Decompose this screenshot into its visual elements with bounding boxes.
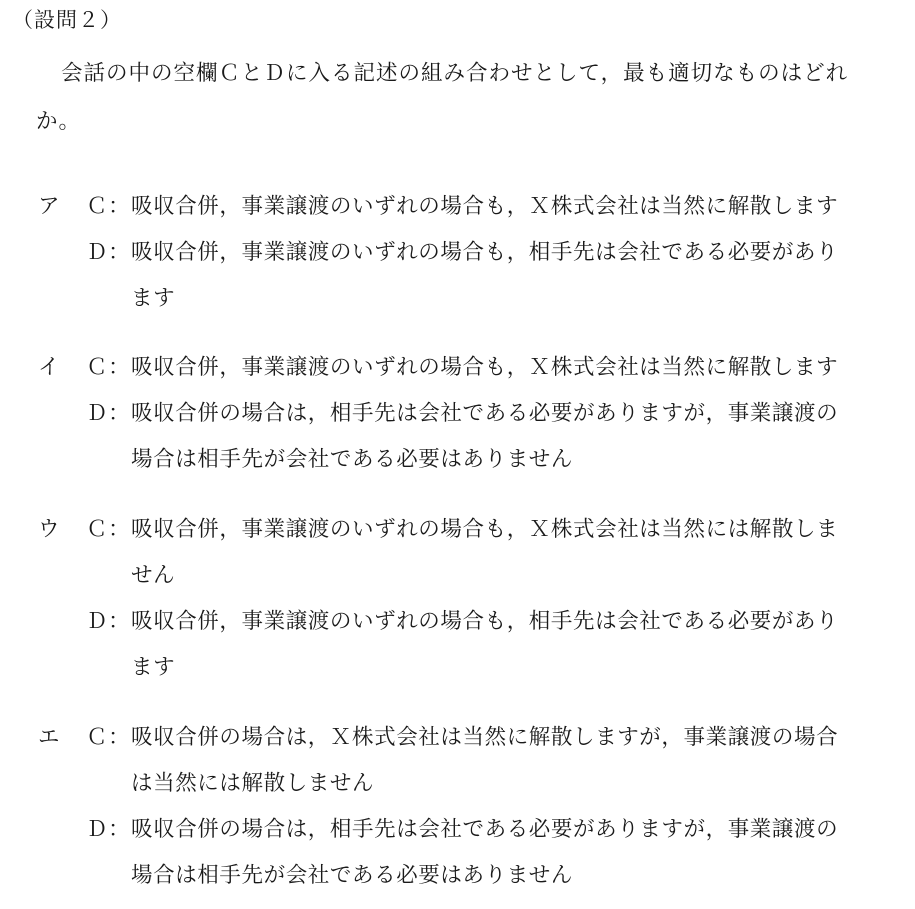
d-text: 吸収合併，事業譲渡のいずれの場合も，相手先は会社である必要があり [131, 609, 839, 634]
option-c-line [86, 184, 838, 230]
d-label: Ｄ： [86, 401, 131, 426]
c-text: 吸収合併，事業譲渡のいずれの場合も，Ｘ株式会社は当然には解散しま [131, 517, 839, 542]
option-d-line [86, 230, 838, 276]
question-title: （設問２） [12, 8, 122, 32]
option-c-line [86, 507, 838, 553]
d-text-continuation: 場合は相手先が会社である必要はありません [131, 447, 574, 472]
d-label: Ｄ： [86, 817, 131, 842]
option-letter: エ [38, 725, 60, 750]
c-text-continuation: せん [131, 563, 176, 588]
option-d-line [86, 599, 838, 645]
d-text-continuation: 場合は相手先が会社である必要はありません [131, 863, 574, 888]
c-text: 吸収合併，事業譲渡のいずれの場合も，Ｘ株式会社は当然に解散します [131, 194, 839, 219]
d-text: 吸収合併の場合は，相手先は会社である必要がありますが，事業譲渡の [131, 401, 839, 426]
option-letter: ア [38, 194, 60, 219]
d-text: 吸収合併，事業譲渡のいずれの場合も，相手先は会社である必要があり [131, 240, 839, 265]
option-letter: ウ [38, 517, 60, 542]
option-c-line [86, 345, 838, 391]
d-label: Ｄ： [86, 240, 131, 265]
option-c-line [86, 715, 838, 761]
c-text: 吸収合併の場合は，Ｘ株式会社は当然に解散しますが，事業譲渡の場合 [131, 725, 839, 750]
d-label: Ｄ： [86, 609, 131, 634]
d-text-continuation: ます [131, 286, 176, 311]
d-text-continuation: ます [131, 655, 176, 680]
question-instruction: 会話の中の空欄ＣとＤに入る記述の組み合わせとして，最も適切なものはどれか。 [36, 61, 849, 134]
d-text: 吸収合併の場合は，相手先は会社である必要がありますが，事業譲渡の [131, 817, 839, 842]
option-letter: イ [38, 355, 60, 380]
c-label: Ｃ： [86, 355, 131, 380]
c-label: Ｃ： [86, 725, 131, 750]
c-label: Ｃ： [86, 517, 131, 542]
c-text-continuation: は当然には解散しません [131, 771, 375, 796]
option-d-line [86, 807, 838, 853]
c-label: Ｃ： [86, 194, 131, 219]
c-text: 吸収合併，事業譲渡のいずれの場合も，Ｘ株式会社は当然に解散します [131, 355, 839, 380]
option-d-line [86, 391, 838, 437]
